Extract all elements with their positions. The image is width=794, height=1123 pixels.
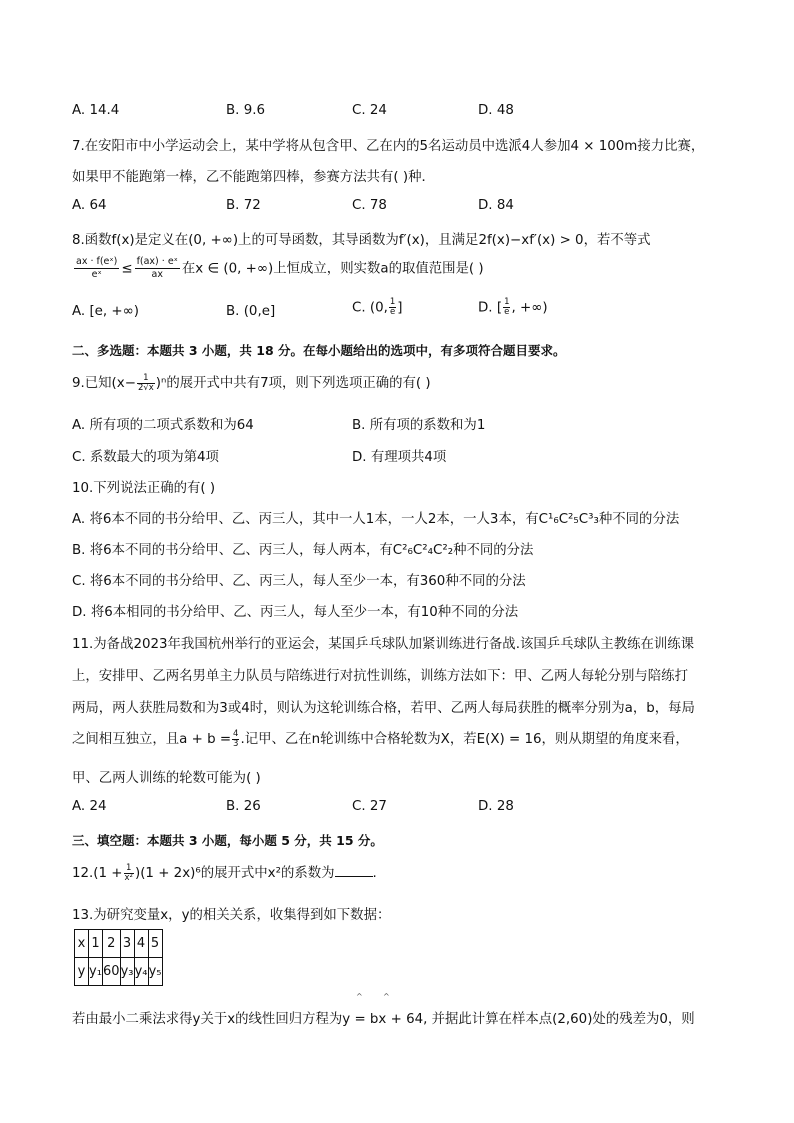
q13-last-line: 若由最小二乘法求得y关于x的线性回归方程为y = bx + 64, 并据此计算在样本点(2,60)处的残差为0，则 (72, 1012, 695, 1027)
q9-option-c: C. 系数最大的项为第4项 (72, 450, 219, 465)
section-3-heading: 三、填空题：本题共 3 小题，每小题 5 分，共 15 分。 (72, 833, 383, 848)
q9-stem: 9.已知(x− $\frac{1}{2√x}$ )ⁿ的展开式中共有7项，则下列选项正确的有( ) (72, 372, 431, 393)
q6-option-b: B. 9.6 (226, 103, 265, 118)
table-cell: 3 (120, 930, 134, 958)
q11-options (72, 799, 732, 819)
q8-stem-tail: 在x ∈ (0, +∞)上恒成立，则实数a的取值范围是( ) (181, 261, 484, 277)
q7-option-a: A. 64 (72, 198, 107, 213)
table-cell: y₃ (120, 958, 134, 986)
q10-stem: 10.下列说法正确的有( ) (72, 481, 216, 496)
q13-hat-mark-y: ^ (356, 992, 363, 1001)
q7-option-d: D. 84 (478, 198, 514, 213)
q11-stem-line4: 之间相互独立，且a + b = $\frac{4}{3}$ .记甲、乙在n轮训练中合格轮数为X，若E(X) = 16，则从期望的角度来看， (72, 728, 689, 749)
table-cell: y₁ (89, 958, 103, 986)
table-row-x (75, 930, 163, 958)
q10-option-b: B. 将6本不同的书分给甲、乙、丙三人，每人两本，有C²₆C²₄C²₂种不同的分法 (72, 543, 534, 558)
q11-fraction: $\frac{4}{3}$ (233, 728, 239, 749)
table-cell: y₅ (148, 958, 162, 986)
table-cell: 60 (103, 958, 121, 986)
q9-option-a: A. 所有项的二项式系数和为64 (72, 418, 254, 433)
q9-options-row1 (72, 414, 732, 434)
q11-stem-line2: 上，安排甲、乙两名男单主力队员与陪练进行对抗性训练，训练方法如下：甲、乙两人每轮分别与陪练打 (72, 669, 688, 684)
q10-option-a: A. 将6本不同的书分给甲、乙、丙三人，其中一人1本，一人2本，一人3本，有C¹₆C²₅C³₃种不同的分法 (72, 512, 680, 527)
q7-option-b: B. 72 (226, 198, 261, 213)
q13-data-table (74, 929, 163, 986)
q8-left-fraction: $\frac{\text{ax · f(eˣ)}}{\text{eˣ}}$ (76, 256, 118, 280)
table-cell: x (75, 930, 89, 958)
table-cell: y₄ (134, 958, 148, 986)
q11-stem-line3: 两局，两人获胜局数和为3或4时，则认为这轮训练合格，若甲、乙两人每局获胜的概率分别为a，b，每局 (72, 701, 695, 716)
q6-options (72, 103, 732, 123)
q8-option-c: C. (0, $\frac{1}{e}$ ] (352, 297, 403, 317)
table-row-y (75, 958, 163, 986)
q8-option-a: A. [e, +∞) (72, 304, 140, 319)
q8-option-b: B. (0,e] (226, 304, 276, 319)
q10-option-d: D. 将6本相同的书分给甲、乙、丙三人，每人至少一本，有10种不同的分法 (72, 605, 519, 620)
q12-stem: 12.(1 + $\frac{1}{\text{x²}}$ )(1 + 2x)⁶的展开式中x²的系数为 . (72, 862, 377, 883)
q13-hat-mark-b: ^ (383, 992, 390, 1001)
q9-fraction: $\frac{1}{2√x}$ (137, 372, 154, 393)
q7-stem-line1: 7.在安阳市中小学运动会上，某中学将从包含甲、乙在内的5名运动员中选派4人参加4 × 100m接力比赛， (72, 139, 705, 154)
q9-options-row2 (72, 446, 732, 466)
q11-stem-line1: 11.为备战2023年我国杭州举行的亚运会，某国乒乓球队加紧训练进行备战.该国乒乓球队主教练在训练课 (72, 637, 695, 652)
q9-option-d: D. 有理项共4项 (352, 450, 447, 465)
q8-stem-line1: 8.函数f(x)是定义在(0, +∞)上的可导函数，其导函数为f′(x)，且满足2f(x)−xf′(x) > 0，若不等式 (72, 233, 651, 248)
table-cell: 5 (148, 930, 162, 958)
q8-stem-line2 (72, 256, 484, 281)
q8-option-d: D. [ $\frac{1}{e}$ , +∞) (478, 297, 548, 317)
q6-option-a: A. 14.4 (72, 103, 120, 118)
table-cell: 2 (103, 930, 121, 958)
q11-option-a: A. 24 (72, 799, 107, 814)
q7-stem-line2: 如果甲不能跑第一棒，乙不能跑第四棒，参赛方法共有( )种． (72, 170, 435, 185)
q8-options (72, 297, 732, 324)
q12-fraction: $\frac{1}{\text{x²}}$ (124, 862, 133, 883)
q13-stem: 13.为研究变量x，y的相关关系，收集得到如下数据： (72, 908, 391, 923)
table-cell: 4 (134, 930, 148, 958)
q11-option-b: B. 26 (226, 799, 261, 814)
q6-option-d: D. 48 (478, 103, 514, 118)
q6-option-c: C. 24 (352, 103, 387, 118)
q7-options (72, 198, 732, 218)
q8-ineq-sign: ≤ (121, 261, 133, 277)
table-cell: y (75, 958, 89, 986)
q8-right-fraction: $\frac{\text{f(ax) · eˣ}}{ax}$ (136, 256, 178, 280)
q9-option-b: B. 所有项的系数和为1 (352, 418, 486, 433)
section-2-heading: 二、多选题：本题共 3 小题，共 18 分。在每小题给出的选项中，有多项符合题目要求。 (72, 343, 566, 358)
q10-option-c: C. 将6本不同的书分给甲、乙、丙三人，每人至少一本，有360种不同的分法 (72, 574, 526, 589)
q11-option-c: C. 27 (352, 799, 387, 814)
q7-option-c: C. 78 (352, 198, 387, 213)
q11-stem-line5: 甲、乙两人训练的轮数可能为( ) (72, 771, 261, 786)
table-cell: 1 (89, 930, 103, 958)
q12-answer-blank (335, 864, 373, 877)
q11-option-d: D. 28 (478, 799, 514, 814)
